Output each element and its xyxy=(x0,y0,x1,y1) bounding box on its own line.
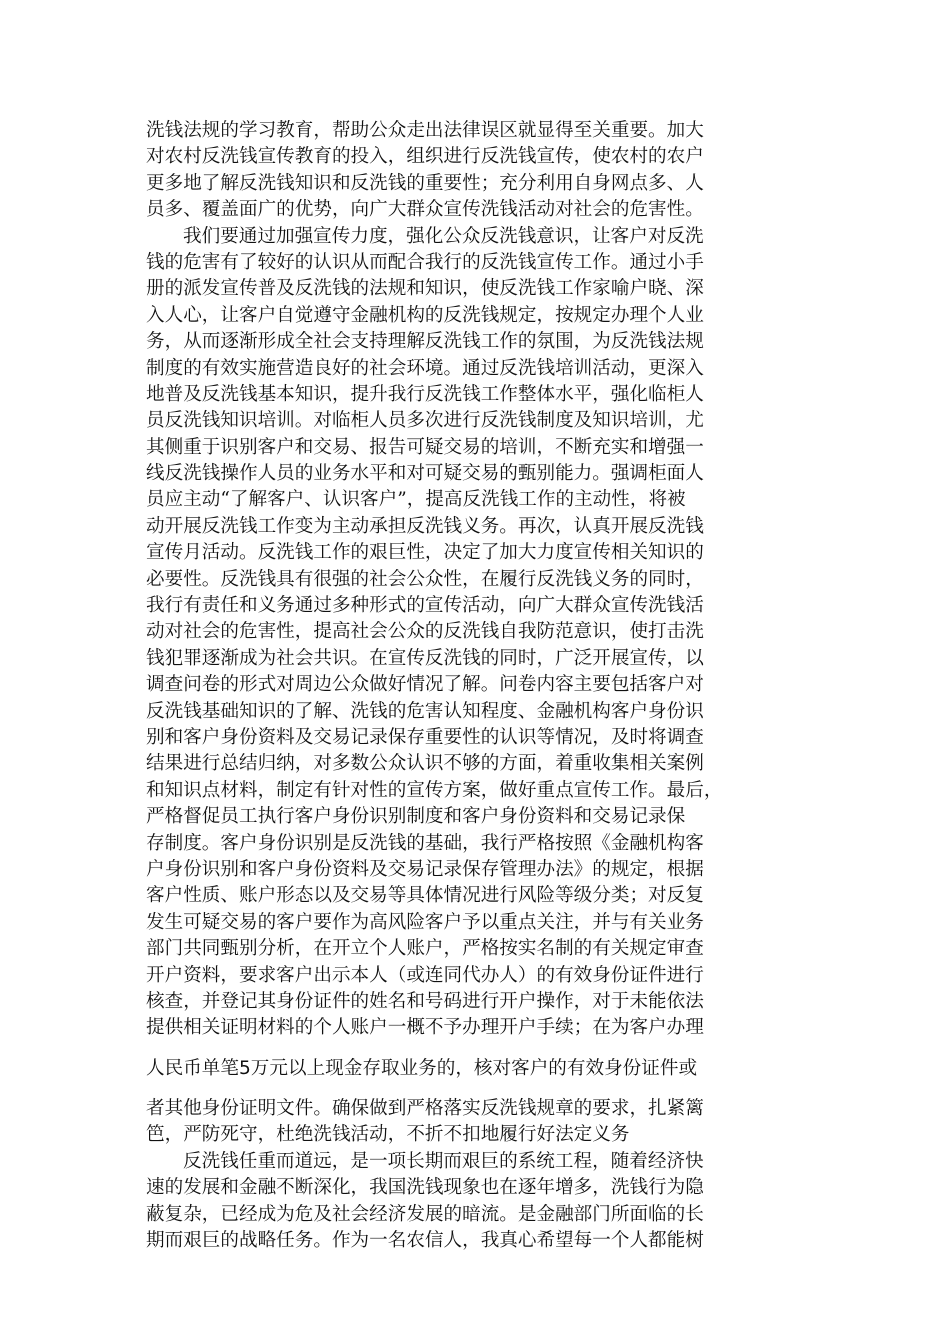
text-line: 存制度。客户身份识别是反洗钱的基础，我行严格按照《金融机构客 xyxy=(146,832,704,854)
text-line: 员反洗钱知识培训。对临柜人员多次进行反洗钱制度及知识培训，尤 xyxy=(146,410,704,432)
text-line: 我们要通过加强宣传力度，强化公众反洗钱意识，让客户对反洗 xyxy=(183,225,704,247)
text-line: 调查问卷的形式对周边公众做好情况了解。问卷内容主要包括客户对 xyxy=(146,674,704,696)
text-line: 客户性质、账户形态以及交易等具体情况进行风险等级分类；对反复 xyxy=(146,885,704,907)
text-line: 速的发展和金融不断深化，我国洗钱现象也在逐年增多，洗钱行为隐 xyxy=(146,1177,704,1199)
text-line: 者其他身份证明文件。确保做到严格落实反洗钱规章的要求，扎紧篱 xyxy=(146,1098,704,1120)
text-line: 户身份识别和客户身份资料及交易记录保存管理办法》的规定，根据 xyxy=(146,858,704,880)
text-line: 制度的有效实施营造良好的社会环境。通过反洗钱培训活动，更深入 xyxy=(146,357,704,379)
text-line: 别和客户身份资料及交易记录保存重要性的认识等情况，及时将调查 xyxy=(146,726,704,748)
text-line: 务，从而逐渐形成全社会支持理解反洗钱工作的氛围，为反洗钱法规 xyxy=(146,331,704,353)
text-line: 蔽复杂，已经成为危及社会经济发展的暗流。是金融部门所面临的长 xyxy=(146,1203,704,1225)
text-line: 入人心，让客户自觉遵守金融机构的反洗钱规定，按规定办理个人业 xyxy=(146,304,704,326)
text-line: 期而艰巨的战略任务。作为一名农信人，我真心希望每一个人都能树 xyxy=(146,1230,704,1252)
paragraph-3 xyxy=(146,1149,810,1255)
text-line: 结果进行总结归纳，对多数公众认识不够的方面，着重收集相关案例 xyxy=(146,753,704,775)
text-line: 核查，并登记其身份证件的姓名和号码进行开户操作，对于未能依法 xyxy=(146,990,704,1012)
text-line: 和知识点材料，制定有针对性的宣传方案，做好重点宣传工作。最后， xyxy=(146,779,723,801)
text-line: 动对社会的危害性，提高社会公众的反洗钱自我防范意识，使打击洗 xyxy=(146,621,704,643)
paragraph-1 xyxy=(146,118,810,224)
text-line: 必要性。反洗钱具有很强的社会公众性，在履行反洗钱义务的同时， xyxy=(146,568,704,590)
text-line: 钱犯罪逐渐成为社会共识。在宣传反洗钱的同时，广泛开展宣传，以 xyxy=(146,647,704,669)
paragraph-2 xyxy=(146,224,810,1149)
text-line: 开户资料，要求客户出示本人（或连同代办人）的有效身份证件进行 xyxy=(146,964,704,986)
text-line: 其侧重于识别客户和交易、报告可疑交易的培训，不断充实和增强一 xyxy=(146,436,704,458)
text-line: 宣传月活动。反洗钱工作的艰巨性，决定了加大力度宣传相关知识的 xyxy=(146,542,704,564)
text-line: 严格督促员工执行客户身份识别制度和客户身份资料和交易记录保 xyxy=(146,806,686,828)
text-line: 反洗钱基础知识的了解、洗钱的危害认知程度、金融机构客户身份识 xyxy=(146,700,704,722)
text-line: 我行有责任和义务通过多种形式的宣传活动，向广大群众宣传洗钱活 xyxy=(146,595,704,617)
text-line: 员多、覆盖面广的优势，向广大群众宣传洗钱活动对社会的危害性。 xyxy=(146,199,704,221)
text-line: 员应主动“了解客户、认识客户”，提高反洗钱工作的主动性，将被 xyxy=(146,489,686,511)
text-line: 人民币单笔5万元以上现金存取业务的，核对客户的有效身份证件或 xyxy=(146,1057,698,1079)
text-line: 洗钱法规的学习教育，帮助公众走出法律误区就显得至关重要。加大 xyxy=(146,120,704,141)
document-page xyxy=(146,118,810,1254)
text-line: 册的派发宣传普及反洗钱的法规和知识，使反洗钱工作家喻户晓、深 xyxy=(146,278,704,300)
text-line: 线反洗钱操作人员的业务水平和对可疑交易的甄别能力。强调柜面人 xyxy=(146,463,704,485)
text-line: 钱的危害有了较好的认识从而配合我行的反洗钱宣传工作。通过小手 xyxy=(146,251,704,273)
text-line: 部门共同甄别分析，在开立个人账户，严格按实名制的有关规定审查 xyxy=(146,938,704,960)
text-line: 提供相关证明材料的个人账户一概不予办理开户手续；在为客户办理 xyxy=(146,1017,704,1039)
text-line: 地普及反洗钱基本知识，提升我行反洗钱工作整体水平，强化临柜人 xyxy=(146,383,704,405)
text-line: 更多地了解反洗钱知识和反洗钱的重要性；充分利用自身网点多、人 xyxy=(146,172,704,194)
text-line: 反洗钱任重而道远，是一项长期而艰巨的系统工程，随着经济快 xyxy=(183,1150,704,1172)
text-line: 发生可疑交易的客户要作为高风险客户予以重点关注，并与有关业务 xyxy=(146,911,704,933)
text-line: 笆，严防死守，杜绝洗钱活动，不折不扣地履行好法定义务 xyxy=(146,1124,630,1146)
text-line: 对农村反洗钱宣传教育的投入，组织进行反洗钱宣传，使农村的农户 xyxy=(146,146,704,168)
text-line: 动开展反洗钱工作变为主动承担反洗钱义务。再次，认真开展反洗钱 xyxy=(146,515,704,537)
